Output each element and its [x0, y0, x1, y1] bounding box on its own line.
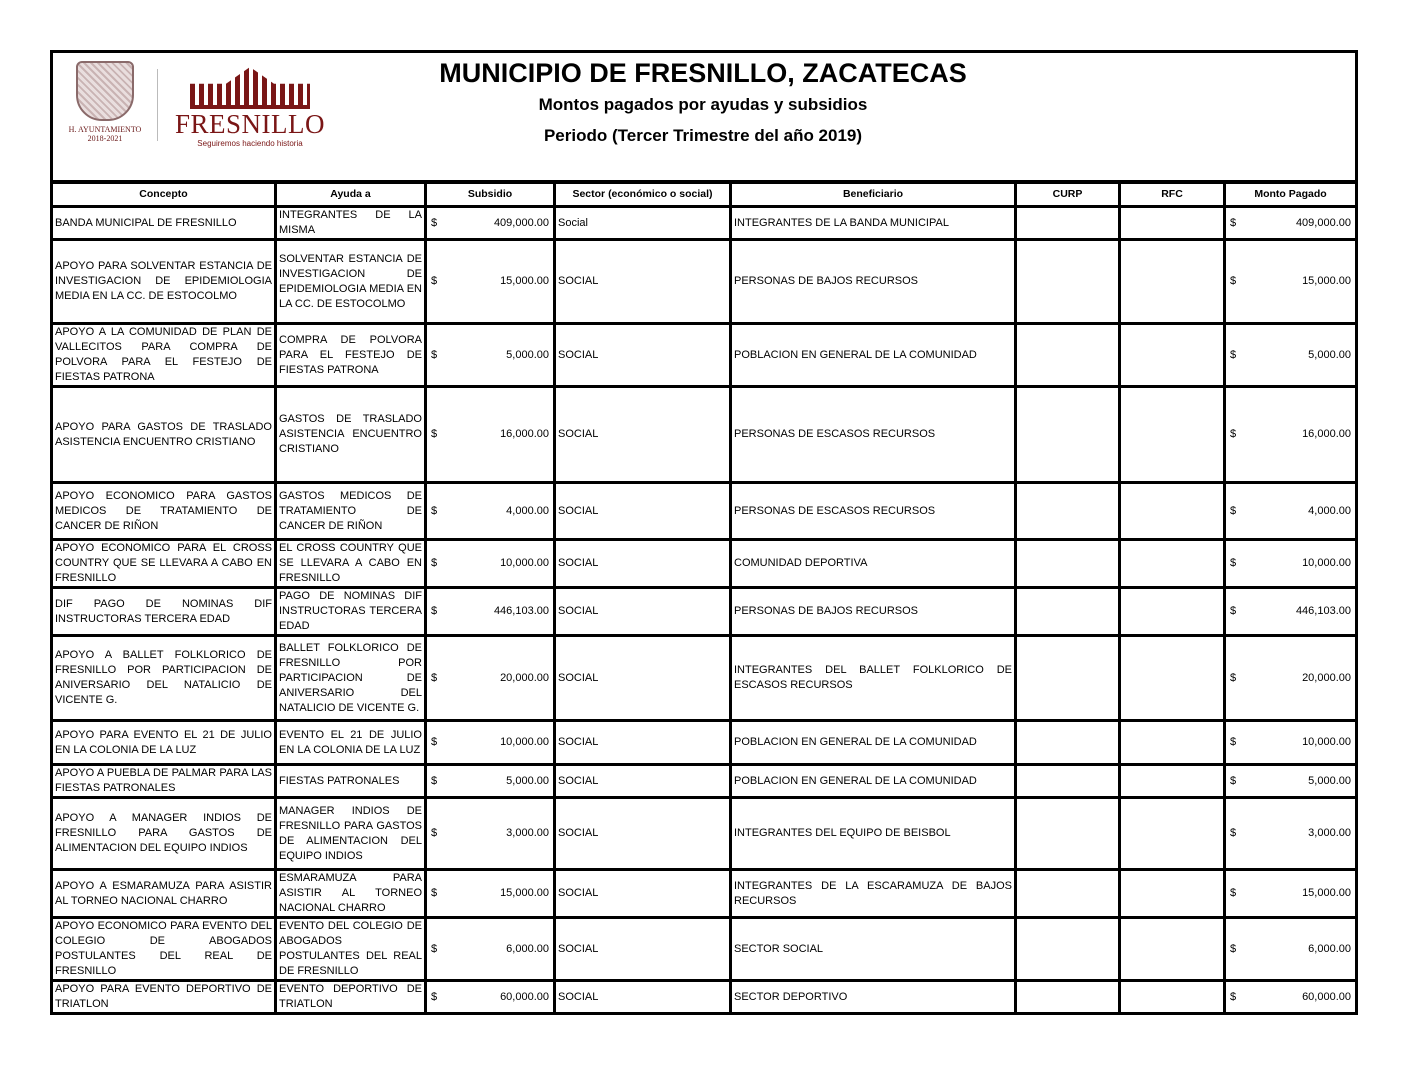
- cell-sector: SOCIAL: [555, 540, 731, 588]
- cell-monto: [1225, 387, 1357, 483]
- cell-sector: SOCIAL: [555, 721, 731, 765]
- cell-concepto: APOYO A BALLET FOLKLORICO DE FRESNILLO POR PARTICIPACION DE ANIVERSARIO DEL NATALICIO DE VICENTE G.: [52, 636, 276, 721]
- currency-symbol: $: [431, 275, 438, 287]
- cell-monto: [1225, 721, 1357, 765]
- cell-beneficiario: PERSONAS DE BAJOS RECURSOS: [731, 588, 1016, 636]
- cell-beneficiario: COMUNIDAD DEPORTIVA: [731, 540, 1016, 588]
- cell-subsidio: [426, 721, 555, 765]
- monto-amount: 15,000.00: [1302, 275, 1351, 287]
- cell-ayuda: ESMARAMUZA PARA ASISTIR AL TORNEO NACIONAL CHARRO: [276, 870, 426, 918]
- currency-symbol: $: [1230, 736, 1237, 748]
- table-row: [52, 324, 1357, 387]
- monto-amount: 16,000.00: [1302, 428, 1351, 440]
- cell-sector: SOCIAL: [555, 588, 731, 636]
- cell-curp: [1016, 207, 1120, 240]
- cell-sector: SOCIAL: [555, 387, 731, 483]
- table-row: [52, 207, 1357, 240]
- column-header-concepto: Concepto: [52, 182, 276, 207]
- currency-symbol: $: [431, 216, 438, 229]
- cell-ayuda: FIESTAS PATRONALES: [276, 765, 426, 798]
- monto-amount: 4,000.00: [1308, 504, 1351, 517]
- currency-symbol: $: [1230, 827, 1237, 839]
- subsidio-amount: 16,000.00: [500, 428, 549, 440]
- monto-amount: 6,000.00: [1308, 942, 1351, 955]
- subsidio-amount: 409,000.00: [493, 216, 549, 229]
- currency-symbol: $: [1230, 671, 1237, 684]
- currency-symbol: $: [431, 605, 438, 617]
- cell-beneficiario: PERSONAS DE ESCASOS RECURSOS: [731, 483, 1016, 540]
- subsidio-amount: 10,000.00: [500, 736, 549, 748]
- currency-symbol: $: [431, 774, 438, 787]
- crest-text: H. AYUNTAMIENTO 2018-2021: [68, 125, 142, 143]
- table-row: [52, 918, 1357, 981]
- cell-curp: [1016, 324, 1120, 387]
- column-header-curp: CURP: [1016, 182, 1120, 207]
- cell-monto: [1225, 207, 1357, 240]
- currency-symbol: $: [1230, 990, 1237, 1003]
- cell-ayuda: SOLVENTAR ESTANCIA DE INVESTIGACION DE EPIDEMIOLOGIA MEDIA EN LA CC. DE ESTOCOLMO: [276, 240, 426, 324]
- cell-ayuda: MANAGER INDIOS DE FRESNILLO PARA GASTOS DE ALIMENTACION DEL EQUIPO INDIOS: [276, 798, 426, 870]
- cell-beneficiario: SECTOR DEPORTIVO: [731, 981, 1016, 1014]
- cell-curp: [1016, 483, 1120, 540]
- cell-beneficiario: INTEGRANTES DE LA BANDA MUNICIPAL: [731, 207, 1016, 240]
- currency-symbol: $: [431, 736, 438, 748]
- currency-symbol: $: [1230, 216, 1237, 229]
- cell-monto: [1225, 483, 1357, 540]
- cell-subsidio: [426, 765, 555, 798]
- cell-sector: SOCIAL: [555, 798, 731, 870]
- cell-monto: [1225, 765, 1357, 798]
- cell-beneficiario: PERSONAS DE BAJOS RECURSOS: [731, 240, 1016, 324]
- cell-curp: [1016, 721, 1120, 765]
- cell-rfc: [1120, 636, 1225, 721]
- building-icon: [190, 67, 310, 109]
- subsidio-amount: 60,000.00: [500, 990, 549, 1003]
- subsidio-amount: 5,000.00: [506, 348, 549, 361]
- report-header: [50, 50, 1358, 184]
- cell-rfc: [1120, 870, 1225, 918]
- cell-ayuda: EVENTO DEPORTIVO DE TRIATLON: [276, 981, 426, 1014]
- currency-symbol: $: [431, 504, 438, 517]
- cell-concepto: APOYO ECONOMICO PARA GASTOS MEDICOS DE TRATAMIENTO DE CANCER DE RIÑON: [52, 483, 276, 540]
- cell-subsidio: [426, 798, 555, 870]
- cell-sector: SOCIAL: [555, 483, 731, 540]
- cell-beneficiario: INTEGRANTES DEL EQUIPO DE BEISBOL: [731, 798, 1016, 870]
- cell-subsidio: [426, 540, 555, 588]
- cell-subsidio: [426, 636, 555, 721]
- column-header-ayuda: Ayuda a: [276, 182, 426, 207]
- column-header-monto: Monto Pagado: [1225, 182, 1357, 207]
- cell-beneficiario: POBLACION EN GENERAL DE LA COMUNIDAD: [731, 324, 1016, 387]
- currency-symbol: $: [1230, 942, 1237, 955]
- cell-rfc: [1120, 588, 1225, 636]
- table-body: [52, 207, 1357, 1014]
- cell-rfc: [1120, 207, 1225, 240]
- cell-ayuda: EL CROSS COUNTRY QUE SE LLEVARA A CABO EN FRESNILLO: [276, 540, 426, 588]
- currency-symbol: $: [1230, 348, 1237, 361]
- cell-monto: [1225, 798, 1357, 870]
- cell-beneficiario: POBLACION EN GENERAL DE LA COMUNIDAD: [731, 765, 1016, 798]
- cell-monto: [1225, 981, 1357, 1014]
- fresnillo-brand-logo: [175, 63, 325, 149]
- cell-curp: [1016, 540, 1120, 588]
- currency-symbol: $: [1230, 275, 1237, 287]
- cell-concepto: APOYO PARA EVENTO DEPORTIVO DE TRIATLON: [52, 981, 276, 1014]
- page-subtitle: Montos pagados por ayudas y subsidios: [538, 95, 868, 114]
- cell-sector: SOCIAL: [555, 240, 731, 324]
- cell-monto: [1225, 870, 1357, 918]
- currency-symbol: $: [1230, 428, 1237, 440]
- subsidio-amount: 15,000.00: [500, 887, 549, 899]
- cell-monto: [1225, 240, 1357, 324]
- monto-amount: 5,000.00: [1308, 348, 1351, 361]
- cell-ayuda: BALLET FOLKLORICO DE FRESNILLO POR PARTICIPACION DE ANIVERSARIO DEL NATALICIO DE VICENTE G.: [276, 636, 426, 721]
- currency-symbol: $: [431, 887, 438, 899]
- currency-symbol: $: [431, 428, 438, 440]
- cell-concepto: APOYO ECONOMICO PARA EVENTO DEL COLEGIO DE ABOGADOS POSTULANTES DEL REAL DE FRESNILLO: [52, 918, 276, 981]
- table-row: [52, 870, 1357, 918]
- cell-ayuda: COMPRA DE POLVORA PARA EL FESTEJO DE FIESTAS PATRONA: [276, 324, 426, 387]
- table-header-row: [52, 182, 1357, 207]
- cell-concepto: APOYO A LA COMUNIDAD DE PLAN DE VALLECITOS PARA COMPRA DE POLVORA PARA EL FESTEJO DE FIESTAS PATRONA: [52, 324, 276, 387]
- cell-ayuda: EVENTO EL 21 DE JULIO EN LA COLONIA DE LA LUZ: [276, 721, 426, 765]
- cell-concepto: APOYO PARA GASTOS DE TRASLADO ASISTENCIA ENCUENTRO CRISTIANO: [52, 387, 276, 483]
- cell-subsidio: [426, 324, 555, 387]
- table-row: [52, 798, 1357, 870]
- cell-concepto: BANDA MUNICIPAL DE FRESNILLO: [52, 207, 276, 240]
- cell-rfc: [1120, 765, 1225, 798]
- table-row: [52, 540, 1357, 588]
- monto-amount: 409,000.00: [1295, 216, 1351, 229]
- brand-slogan: Seguiremos haciendo historia: [197, 139, 303, 148]
- cell-subsidio: [426, 918, 555, 981]
- table-row: [52, 240, 1357, 324]
- cell-beneficiario: PERSONAS DE ESCASOS RECURSOS: [731, 387, 1016, 483]
- cell-curp: [1016, 918, 1120, 981]
- cell-sector: SOCIAL: [555, 918, 731, 981]
- subsidio-amount: 446,103.00: [493, 605, 549, 617]
- monto-amount: 10,000.00: [1302, 557, 1351, 569]
- cell-ayuda: GASTOS MEDICOS DE TRATAMIENTO DE CANCER DE RIÑON: [276, 483, 426, 540]
- currency-symbol: $: [1230, 605, 1237, 617]
- cell-curp: [1016, 588, 1120, 636]
- currency-symbol: $: [431, 557, 438, 569]
- subsidio-amount: 3,000.00: [506, 827, 549, 839]
- cell-monto: [1225, 540, 1357, 588]
- cell-monto: [1225, 324, 1357, 387]
- cell-monto: [1225, 636, 1357, 721]
- cell-subsidio: [426, 240, 555, 324]
- currency-symbol: $: [1230, 504, 1237, 517]
- cell-rfc: [1120, 240, 1225, 324]
- cell-curp: [1016, 765, 1120, 798]
- table-row: [52, 765, 1357, 798]
- subsidio-amount: 15,000.00: [500, 275, 549, 287]
- subsidio-amount: 6,000.00: [506, 942, 549, 955]
- cell-beneficiario: SECTOR SOCIAL: [731, 918, 1016, 981]
- cell-sector: SOCIAL: [555, 636, 731, 721]
- crest-shield-icon: [76, 61, 134, 121]
- cell-concepto: APOYO A PUEBLA DE PALMAR PARA LAS FIESTAS PATRONALES: [52, 765, 276, 798]
- cell-subsidio: [426, 588, 555, 636]
- monto-amount: 3,000.00: [1308, 827, 1351, 839]
- cell-concepto: APOYO ECONOMICO PARA EL CROSS COUNTRY QUE SE LLEVARA A CABO EN FRESNILLO: [52, 540, 276, 588]
- cell-sector: SOCIAL: [555, 870, 731, 918]
- currency-symbol: $: [431, 942, 438, 955]
- municipality-logo: [65, 61, 325, 151]
- currency-symbol: $: [431, 827, 438, 839]
- cell-rfc: [1120, 798, 1225, 870]
- table-row: [52, 483, 1357, 540]
- monto-amount: 5,000.00: [1308, 774, 1351, 787]
- cell-concepto: APOYO A ESMARAMUZA PARA ASISTIR AL TORNEO NACIONAL CHARRO: [52, 870, 276, 918]
- subsidio-amount: 4,000.00: [506, 504, 549, 517]
- cell-beneficiario: INTEGRANTES DEL BALLET FOLKLORICO DE ESCASOS RECURSOS: [731, 636, 1016, 721]
- cell-rfc: [1120, 540, 1225, 588]
- cell-ayuda: GASTOS DE TRASLADO ASISTENCIA ENCUENTRO CRISTIANO: [276, 387, 426, 483]
- cell-ayuda: INTEGRANTES DE LA MISMA: [276, 207, 426, 240]
- currency-symbol: $: [431, 671, 438, 684]
- logo-divider: [157, 69, 158, 141]
- cell-subsidio: [426, 387, 555, 483]
- cell-rfc: [1120, 324, 1225, 387]
- cell-beneficiario: INTEGRANTES DE LA ESCARAMUZA DE BAJOS RECURSOS: [731, 870, 1016, 918]
- currency-symbol: $: [1230, 557, 1237, 569]
- table-row: [52, 387, 1357, 483]
- cell-monto: [1225, 918, 1357, 981]
- cell-curp: [1016, 870, 1120, 918]
- column-header-beneficiario: Beneficiario: [731, 182, 1016, 207]
- cell-concepto: APOYO PARA SOLVENTAR ESTANCIA DE INVESTIGACION DE EPIDEMIOLOGIA MEDIA EN LA CC. DE ESTOCOLMO: [52, 240, 276, 324]
- cell-rfc: [1120, 387, 1225, 483]
- monto-amount: 60,000.00: [1302, 990, 1351, 1003]
- column-header-subsidio: Subsidio: [426, 182, 555, 207]
- cell-curp: [1016, 981, 1120, 1014]
- cell-beneficiario: POBLACION EN GENERAL DE LA COMUNIDAD: [731, 721, 1016, 765]
- table-row: [52, 721, 1357, 765]
- cell-subsidio: [426, 870, 555, 918]
- subsidies-table: [50, 180, 1358, 1015]
- monto-amount: 446,103.00: [1295, 605, 1351, 617]
- cell-curp: [1016, 798, 1120, 870]
- cell-curp: [1016, 387, 1120, 483]
- cell-rfc: [1120, 483, 1225, 540]
- table-row: [52, 981, 1357, 1014]
- subsidio-amount: 5,000.00: [506, 774, 549, 787]
- cell-curp: [1016, 636, 1120, 721]
- subsidio-amount: 10,000.00: [500, 557, 549, 569]
- monto-amount: 15,000.00: [1302, 887, 1351, 899]
- currency-symbol: $: [1230, 887, 1237, 899]
- monto-amount: 10,000.00: [1302, 736, 1351, 748]
- cell-rfc: [1120, 721, 1225, 765]
- cell-monto: [1225, 588, 1357, 636]
- cell-rfc: [1120, 981, 1225, 1014]
- column-header-rfc: RFC: [1120, 182, 1225, 207]
- crest-logo: [65, 61, 145, 151]
- cell-sector: Social: [555, 207, 731, 240]
- cell-sector: SOCIAL: [555, 324, 731, 387]
- cell-sector: SOCIAL: [555, 765, 731, 798]
- monto-amount: 20,000.00: [1302, 671, 1351, 684]
- column-header-sector: Sector (económico o social): [555, 182, 731, 207]
- cell-concepto: APOYO A MANAGER INDIOS DE FRESNILLO PARA GASTOS DE ALIMENTACION DEL EQUIPO INDIOS: [52, 798, 276, 870]
- cell-ayuda: EVENTO DEL COLEGIO DE ABOGADOS POSTULANTES DEL REAL DE FRESNILLO: [276, 918, 426, 981]
- cell-subsidio: [426, 483, 555, 540]
- subsidio-amount: 20,000.00: [500, 671, 549, 684]
- cell-subsidio: [426, 981, 555, 1014]
- cell-concepto: APOYO PARA EVENTO EL 21 DE JULIO EN LA COLONIA DE LA LUZ: [52, 721, 276, 765]
- table-row: [52, 588, 1357, 636]
- cell-subsidio: [426, 207, 555, 240]
- cell-concepto: DIF PAGO DE NOMINAS DIF INSTRUCTORAS TERCERA EDAD: [52, 588, 276, 636]
- currency-symbol: $: [1230, 774, 1237, 787]
- cell-sector: SOCIAL: [555, 981, 731, 1014]
- brand-name: FRESNILLO: [175, 109, 326, 139]
- currency-symbol: $: [431, 990, 438, 1003]
- currency-symbol: $: [431, 348, 438, 361]
- table-row: [52, 636, 1357, 721]
- report-period: Periodo (Tercer Trimestre del año 2019): [543, 126, 863, 145]
- cell-curp: [1016, 240, 1120, 324]
- cell-rfc: [1120, 918, 1225, 981]
- page-title: MUNICIPIO DE FRESNILLO, ZACATECAS: [439, 58, 967, 88]
- cell-ayuda: PAGO DE NOMINAS DIF INSTRUCTORAS TERCERA EDAD: [276, 588, 426, 636]
